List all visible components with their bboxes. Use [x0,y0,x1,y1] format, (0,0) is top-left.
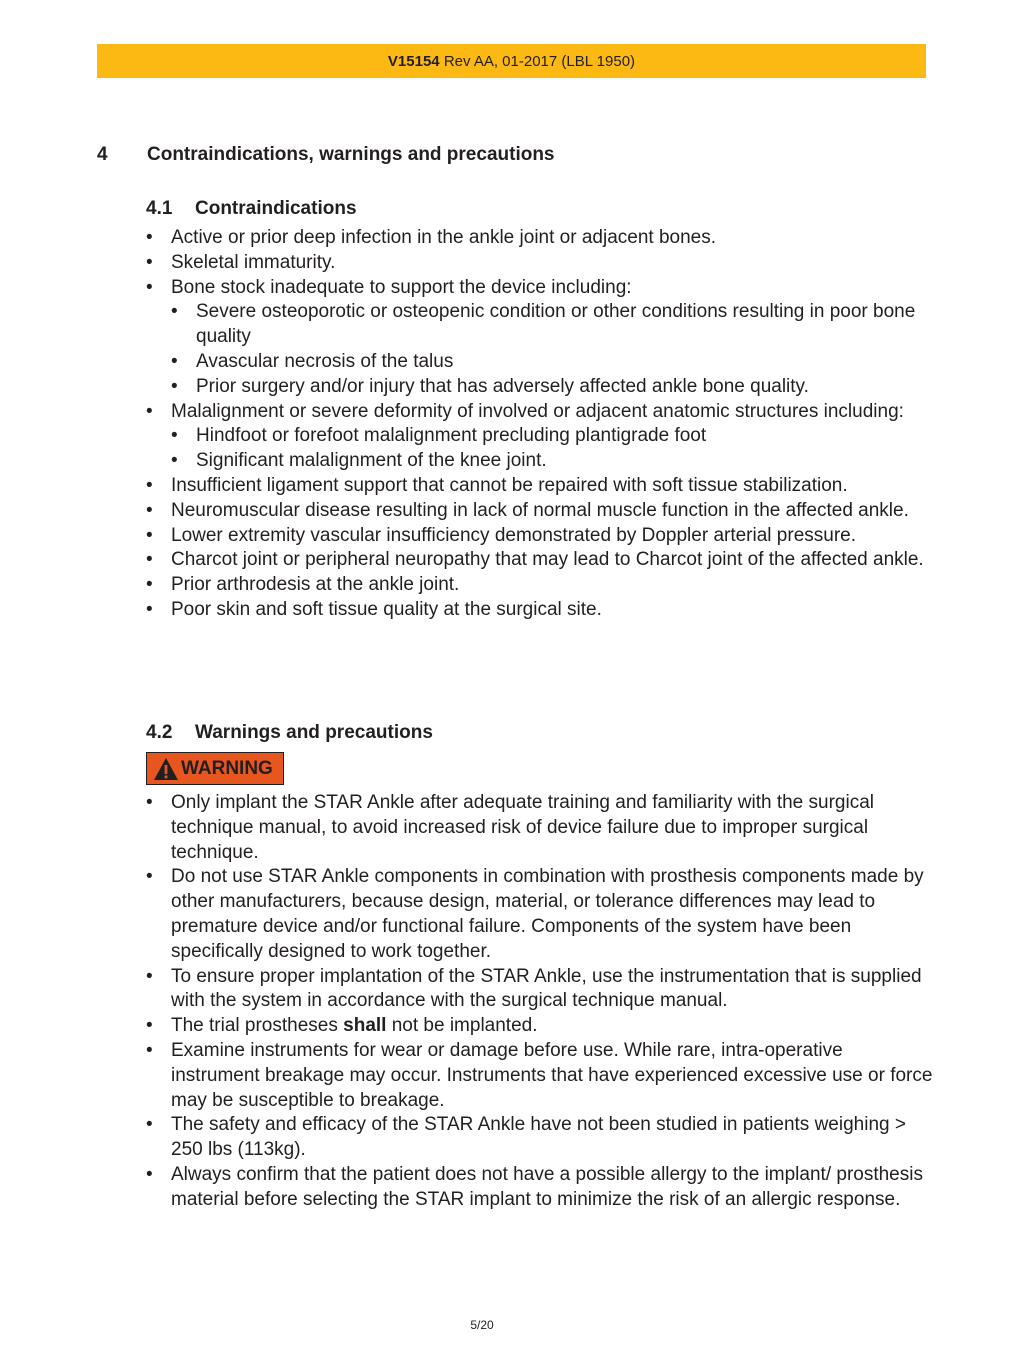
list-item: • Only implant the STAR Ankle after adequate training and familiarity with the surgical technique manual, to avoid increased risk of device failure due to improper surgical technique. [146,791,936,865]
warnings-list [146,791,936,1213]
section-number: 4 [97,144,108,165]
list-item: • Severe osteoporotic or osteopenic condition or other conditions resulting in poor bone quality [171,300,936,350]
warnings-title: Warnings and precautions [195,722,433,743]
list-item: • Avascular necrosis of the talus [171,350,936,375]
document-revision: Rev AA, 01-2017 (LBL 1950) [443,52,636,70]
list-item: • Poor skin and soft tissue quality at the surgical site. [146,598,936,623]
list-item: • Neuromuscular disease resulting in lack of normal muscle function in the affected ankle. [146,499,936,524]
list-item: • Examine instruments for wear or damage before use. While rare, intra-operative instrument breakage may occur. Instruments that have experienced excessive use or force may be susceptible to breakage. [146,1039,936,1113]
malalignment-sublist [171,424,936,474]
document-header-bar [97,44,926,78]
list-item: • Malalignment or severe deformity of involved or adjacent anatomic structures including: • Hindfoot or forefoot malalignment precluding plantigrade foot • Significant malalignment of the knee joint. [146,400,936,474]
list-item: • The trial prostheses shall not be implanted. [146,1014,936,1039]
warning-triangle-icon [153,757,179,781]
list-item: • Active or prior deep infection in the ankle joint or adjacent bones. [146,226,936,251]
contraindications-heading [146,198,357,220]
list-item: • Prior surgery and/or injury that has adversely affected ankle bone quality. [171,375,936,400]
document-code: V15154 [387,52,440,70]
list-item: • Significant malalignment of the knee joint. [171,449,936,474]
list-item: • Lower extremity vascular insufficiency demonstrated by Doppler arterial pressure. [146,524,936,549]
contraindications-number: 4.1 [146,198,173,219]
list-item: • Charcot joint or peripheral neuropathy that may lead to Charcot joint of the affected ankle. [146,548,936,573]
list-item: • Insufficient ligament support that cannot be repaired with soft tissue stabilization. [146,474,936,499]
list-item: • The safety and efficacy of the STAR Ankle have not been studied in patients weighing > 250 lbs (113kg). [146,1113,936,1163]
list-item: • Prior arthrodesis at the ankle joint. [146,573,936,598]
contraindications-list [146,226,936,623]
list-item: • Skeletal immaturity. [146,251,936,276]
emphasis-shall: shall [343,1015,387,1037]
warnings-number: 4.2 [146,722,173,743]
list-item: • Always confirm that the patient does not have a possible allergy to the implant/ prosthesis material before selecting the STAR implant to minimize the risk of an allergic response. [146,1163,936,1213]
warning-badge [146,752,284,785]
list-item: • Do not use STAR Ankle components in combination with prosthesis components made by other manufacturers, because design, material, or tolerance differences may lead to premature device and/or functional failure. Components of the system have been specifically designed to work together. [146,865,936,964]
section-title: Contraindications, warnings and precautions [147,144,555,165]
list-item: • To ensure proper implantation of the STAR Ankle, use the instrumentation that is supplied with the system in accordance with the surgical technique manual. [146,965,936,1015]
contraindications-title: Contraindications [195,198,357,219]
page-number: 5/20 [470,1318,494,1332]
warnings-heading [146,722,433,744]
list-item: • Hindfoot or forefoot malalignment precluding plantigrade foot [171,424,936,449]
list-item: • Bone stock inadequate to support the device including: • Severe osteoporotic or osteopenic condition or other conditions resulting in poor bone quality • Avascular necrosis of the talus • Prior surgery and/or injury that has adversely affected ankle bone quality. [146,276,936,400]
bone-stock-sublist [171,300,936,399]
warning-badge-label: WARNING [181,757,273,779]
